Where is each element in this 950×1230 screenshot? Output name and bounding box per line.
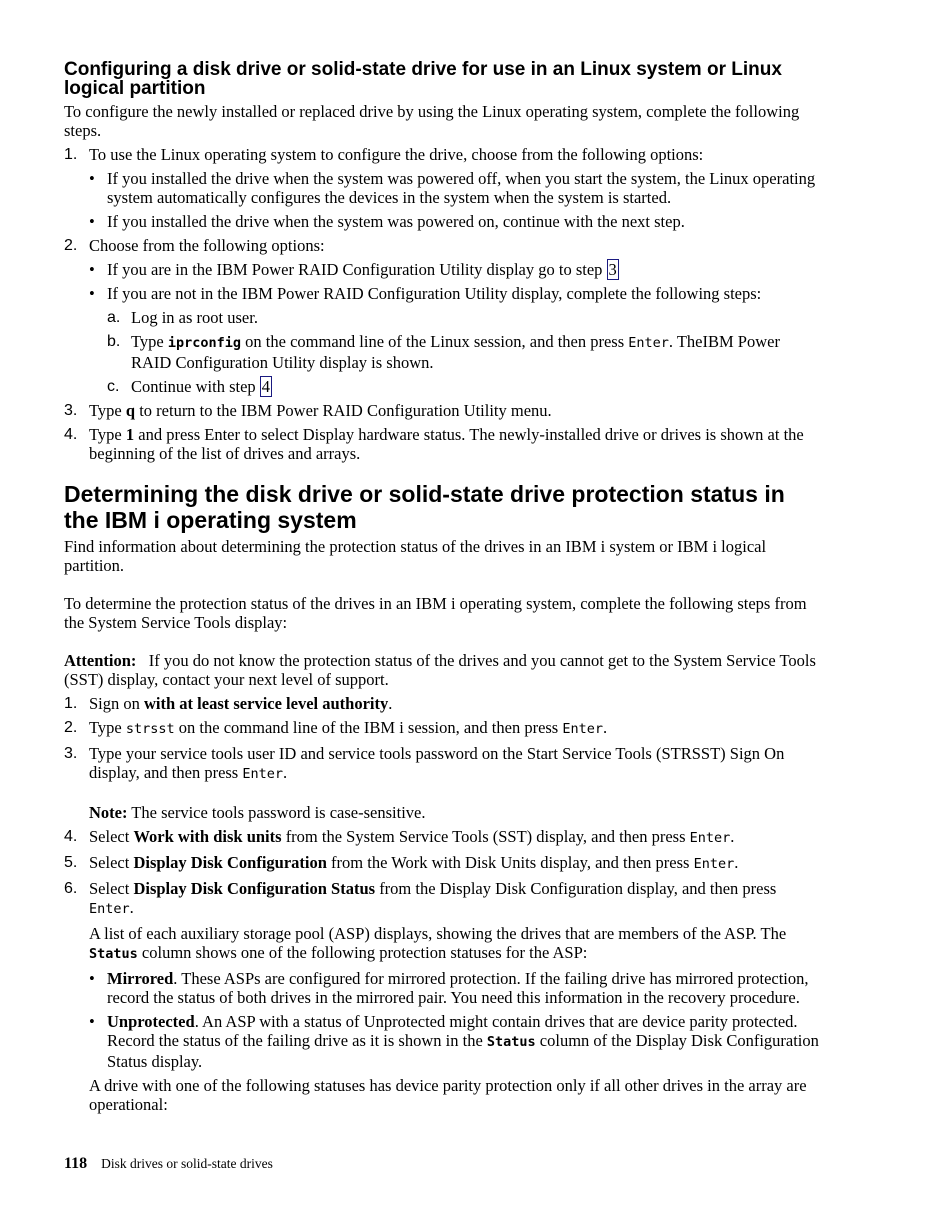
key-name: Enter	[693, 856, 735, 872]
step-number: 1.	[64, 695, 78, 712]
step-text: Type your service tools user ID and service tools password on the Start Service Tools (STRSST) Sign On display, and then press	[89, 744, 785, 782]
step-text: .	[603, 718, 608, 737]
list-item	[89, 212, 824, 231]
bullet-icon: •	[89, 1012, 95, 1031]
step-text: .	[734, 853, 739, 872]
key-name: Enter	[562, 721, 603, 737]
command-text: strsst	[125, 721, 175, 737]
list-item	[89, 260, 824, 279]
step-text: on the command line of the IBM i session, and then press	[174, 718, 563, 737]
section1-step-2	[64, 236, 824, 396]
page-footer	[64, 1155, 273, 1173]
list-item	[89, 169, 824, 207]
section2-step-2	[64, 718, 824, 739]
command-text: iprconfig	[167, 335, 242, 351]
section1-step-1	[64, 145, 824, 231]
section2-step-6	[64, 879, 824, 1114]
bold-text: Mirrored	[107, 969, 174, 988]
list-item-text: If you installed the drive when the system was powered on, continue with the next step.	[107, 212, 685, 231]
key-name: Enter	[689, 830, 731, 846]
paragraph-text: A list of each auxiliary storage pool (ASP) displays, showing the drives that are members of the ASP. The	[89, 924, 787, 943]
key-name: Enter	[242, 766, 283, 782]
document-page	[64, 60, 824, 1114]
substep-text: Type	[131, 332, 168, 351]
step-text: from the System Service Tools (SST) display, and then press	[281, 827, 690, 846]
step-text: To use the Linux operating system to configure the drive, choose from the following options:	[89, 145, 704, 164]
footer-title: Disk drives or solid-state drives	[101, 1156, 273, 1171]
step-number: 3.	[64, 402, 78, 419]
step-text: .	[730, 827, 735, 846]
section2-steps	[64, 694, 824, 1114]
step-text: from the Work with Disk Units display, and then press	[326, 853, 694, 872]
list-item-text: . An ASP with a status of Unprotected might contain drives that are device parity protected. Record the status of the failing drive as it is shown in the	[107, 1012, 798, 1050]
bullet-icon: •	[89, 169, 95, 188]
step-text: .	[283, 763, 288, 782]
key-name: Enter	[89, 901, 130, 917]
note-label: Note:	[89, 803, 128, 822]
step-text: Sign on	[89, 694, 145, 713]
step-number: 4.	[64, 426, 78, 443]
command-text: Status	[486, 1034, 536, 1050]
substep-c	[89, 377, 824, 396]
substep-label: c.	[107, 378, 120, 395]
section2-intro: Find information about determining the protection status of the drives in an IBM i system or IBM i logical partition.	[64, 537, 767, 575]
substep-text: Continue with step	[131, 377, 260, 396]
list-item-text: . These ASPs are configured for mirrored protection. If the failing drive has mirrored protection, record the status of both drives in the mirrored pair. You need this information in the recovery procedure.	[107, 969, 809, 1007]
section2-paragraph: To determine the protection status of the drives in an IBM i operating system, complete the following steps from the System Service Tools display:	[64, 594, 807, 632]
substep-label: a.	[107, 309, 121, 326]
substep-text: on the command line of the Linux session, and then press	[241, 332, 629, 351]
step-number: 6.	[64, 880, 78, 897]
section2-step-1	[64, 694, 824, 713]
step-text: Select	[89, 827, 134, 846]
substep-b	[89, 332, 824, 372]
step-1-options	[89, 169, 824, 231]
substep-label: b.	[107, 333, 121, 350]
section2-heading: Determining the disk drive or solid-state drive protection status in the IBM i operating system	[64, 481, 785, 533]
bold-text: q	[125, 401, 136, 420]
section1-intro: To configure the newly installed or replaced drive by using the Linux operating system, complete the following steps.	[64, 102, 800, 140]
paragraph-text: column shows one of the following protection statuses for the ASP:	[137, 943, 588, 962]
list-item	[89, 284, 824, 303]
bullet-icon: •	[89, 260, 95, 279]
substep-a	[89, 308, 824, 327]
note	[89, 803, 824, 822]
step-text: Select	[89, 853, 134, 872]
section1-steps	[64, 145, 824, 463]
bold-text: Display Disk Configuration	[133, 853, 327, 872]
bold-text: Display Disk Configuration Status	[133, 879, 376, 898]
bold-text: Work with disk units	[133, 827, 282, 846]
section2-step-3	[64, 744, 824, 822]
step-3-link[interactable]: 3	[608, 260, 617, 279]
step-text: Type	[89, 718, 126, 737]
list-item-text: If you are in the IBM Power RAID Configuration Utility display go to step	[107, 260, 607, 279]
asp-paragraph	[89, 924, 824, 964]
step-number: 1.	[64, 146, 78, 163]
bold-text: Unprotected	[107, 1012, 195, 1031]
section1-step-3	[64, 401, 824, 420]
page-number: 118	[64, 1155, 88, 1172]
list-item	[89, 1012, 824, 1071]
step-text: .	[388, 694, 393, 713]
step-text: .	[129, 898, 134, 917]
step-text: Type	[89, 425, 126, 444]
section1-step-4	[64, 425, 824, 463]
list-item	[89, 969, 824, 1007]
step-4-link[interactable]: 4	[261, 377, 271, 396]
list-item-text: If you are not in the IBM Power RAID Configuration Utility display, complete the following steps:	[107, 284, 762, 303]
key-name: Enter	[628, 335, 669, 351]
step-number: 2.	[64, 237, 78, 254]
note-text: The service tools password is case-sensitive.	[127, 803, 426, 822]
step-text: Select	[89, 879, 134, 898]
step-text: to return to the IBM Power RAID Configuration Utility menu.	[135, 401, 552, 420]
section2-step-5	[64, 853, 824, 874]
bullet-icon: •	[89, 969, 95, 988]
protection-status-list	[89, 969, 824, 1071]
step-number: 5.	[64, 854, 78, 871]
substep-text: Log in as root user.	[131, 308, 258, 327]
step-number: 2.	[64, 719, 78, 736]
command-text: Status	[89, 946, 138, 962]
substep-text: . TheIBM Power RAID Configuration Utility display is shown.	[131, 332, 780, 372]
bullet-icon: •	[89, 284, 95, 303]
attention-text: If you do not know the protection status of the drives and you cannot get to the System Service Tools (SST) display, contact your next level of support.	[64, 651, 821, 689]
step-number: 3.	[64, 745, 78, 762]
attention-notice	[64, 651, 824, 689]
step-text: from the Display Disk Configuration display, and then press	[375, 879, 777, 898]
bold-text: 1	[125, 425, 135, 444]
attention-label: Attention:	[64, 651, 137, 670]
step-2-options	[89, 260, 824, 303]
section1-heading: Configuring a disk drive or solid-state drive for use in an Linux system or Linux logical partition	[64, 59, 782, 99]
step-number: 4.	[64, 828, 78, 845]
step-text: Type	[89, 401, 126, 420]
section2-step-4	[64, 827, 824, 848]
list-item-text: If you installed the drive when the system was powered off, when you start the system, the Linux operating system automatically configures the devices in the system when the system is started.	[107, 169, 816, 207]
list-item-text: column of the Display Disk Configuration Status display.	[107, 1031, 819, 1071]
bold-text: with at least service level authority	[144, 694, 389, 713]
substeps	[89, 308, 824, 396]
bullet-icon: •	[89, 212, 95, 231]
closing-paragraph: A drive with one of the following statuses has device parity protection only if all other drives in the array are operational:	[89, 1076, 807, 1114]
step-text: Choose from the following options:	[89, 236, 325, 255]
step-text: and press Enter to select Display hardware status. The newly-installed drive or drives is shown at the beginning of the list of drives and arrays.	[89, 425, 804, 463]
